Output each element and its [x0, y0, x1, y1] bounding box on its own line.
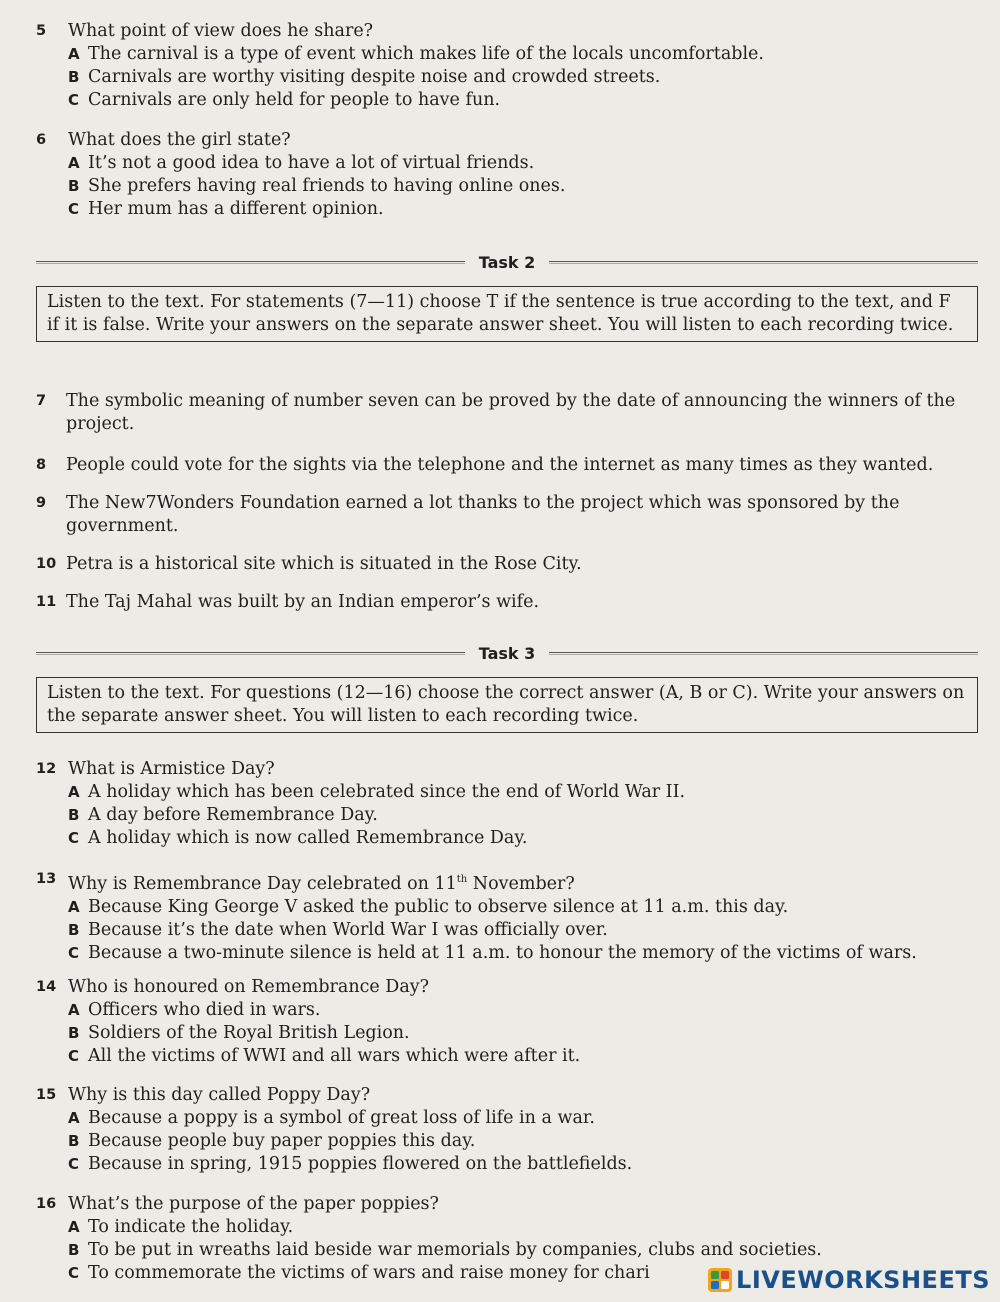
- question-number: 5: [36, 23, 47, 39]
- option-letter: A: [68, 897, 80, 916]
- option-text: A holiday which has been celebrated since the end of World War II.: [88, 782, 686, 802]
- option-a[interactable]: [68, 1107, 980, 1130]
- statement-text: Petra is a historical site which is situated in the Rose City.: [66, 554, 582, 574]
- option-letter: A: [68, 45, 80, 63]
- option-letter: B: [68, 1132, 80, 1150]
- option-text: To be put in wreaths laid beside war memorials by companies, clubs and societies.: [88, 1240, 822, 1260]
- question-number: 13: [36, 871, 57, 887]
- question-number: 12: [36, 761, 57, 777]
- option-text: To commemorate the victims of wars and raise money for chari: [88, 1263, 650, 1283]
- logo-text: LIVEWORKSHEETS: [736, 1266, 990, 1294]
- option-b[interactable]: [68, 919, 980, 942]
- option-letter: C: [68, 1155, 80, 1173]
- option-text: Her mum has a different opinion.: [88, 199, 384, 219]
- statement-10: [36, 553, 978, 576]
- statement-number: 8: [36, 457, 47, 473]
- statement-number: 9: [36, 495, 47, 511]
- option-b[interactable]: [68, 66, 980, 89]
- option-text: Officers who died in wars.: [88, 1000, 321, 1020]
- option-b[interactable]: [68, 175, 980, 198]
- stem-text: November?: [467, 873, 575, 894]
- option-text: A day before Remembrance Day.: [88, 805, 378, 825]
- question-14: [36, 976, 980, 1068]
- option-text: It’s not a good idea to have a lot of virtual friends.: [88, 153, 535, 173]
- option-text: Because in spring, 1915 poppies flowered on the battlefields.: [88, 1154, 633, 1174]
- question-stem: Why is this day called Poppy Day?: [68, 1085, 371, 1105]
- divider: [549, 652, 978, 655]
- option-text: Because a poppy is a symbol of great loss of life in a war.: [88, 1108, 595, 1128]
- statement-number: 11: [36, 594, 57, 610]
- question-6: [36, 129, 980, 221]
- option-letter: A: [68, 1218, 80, 1236]
- option-text: The carnival is a type of event which makes life of the locals uncomfortable.: [88, 44, 764, 64]
- question-stem: What’s the purpose of the paper poppies?: [68, 1194, 439, 1214]
- option-text: Because a two-minute silence is held at 11 a.m. to honour the memory of the victims of wars.: [88, 942, 917, 963]
- divider: [36, 652, 465, 655]
- option-a[interactable]: [68, 43, 980, 66]
- statement-number: 7: [36, 393, 47, 409]
- question-stem: Who is honoured on Remembrance Day?: [68, 977, 430, 997]
- option-text: A holiday which is now called Remembrance Day.: [88, 828, 528, 848]
- statement-9: [36, 492, 978, 538]
- question-number: 15: [36, 1087, 57, 1103]
- task-3-title: Task 3: [478, 643, 536, 663]
- option-b[interactable]: [68, 1022, 980, 1045]
- task-2-header: [36, 251, 978, 273]
- task-3-header: [36, 642, 978, 664]
- option-letter: A: [68, 1109, 80, 1127]
- question-number: 16: [36, 1196, 57, 1212]
- option-a[interactable]: [68, 152, 980, 175]
- option-letter: B: [68, 68, 80, 86]
- option-c[interactable]: [68, 827, 980, 850]
- question-stem: What does the girl state?: [68, 130, 291, 150]
- question-12: [36, 758, 980, 850]
- statement-text: The symbolic meaning of number seven can be proved by the date of announcing the winners of the project.: [66, 391, 956, 434]
- option-a[interactable]: [68, 1216, 980, 1239]
- option-a[interactable]: [68, 781, 980, 804]
- question-stem: What is Armistice Day?: [68, 759, 275, 779]
- option-c[interactable]: [68, 942, 980, 965]
- option-letter: B: [68, 806, 80, 824]
- statement-7: [36, 390, 978, 436]
- option-text: Soldiers of the Royal British Legion.: [88, 1023, 410, 1043]
- stem-superscript: th: [456, 874, 468, 885]
- option-a[interactable]: [68, 999, 980, 1022]
- stem-text: Why is Remembrance Day celebrated on 11: [68, 873, 457, 894]
- option-b[interactable]: [68, 1239, 980, 1262]
- liveworksheets-logo: [704, 1264, 994, 1296]
- question-number: 6: [36, 132, 47, 148]
- option-letter: C: [68, 91, 80, 109]
- divider: [549, 261, 978, 264]
- statement-11: [36, 591, 978, 614]
- question-stem: What point of view does he share?: [68, 21, 374, 41]
- task-3-instructions: Listen to the text. For questions (12—16) choose the correct answer (A, B or C). Write your answers on the separate answer sheet. You will listen to each recording twice.: [36, 677, 978, 733]
- question-number: 14: [36, 979, 57, 995]
- option-text: Carnivals are only held for people to have fun.: [88, 90, 501, 110]
- option-text: All the victims of WWI and all wars which were after it.: [88, 1046, 581, 1066]
- option-letter: B: [68, 177, 80, 195]
- option-c[interactable]: [68, 198, 980, 221]
- option-c[interactable]: [68, 89, 980, 112]
- liveworksheets-icon: [708, 1268, 732, 1292]
- option-text: Because it’s the date when World War I was officially over.: [88, 919, 608, 940]
- option-text: Because people buy paper poppies this day.: [88, 1131, 476, 1151]
- option-letter: C: [68, 1047, 80, 1065]
- statement-text: The New7Wonders Foundation earned a lot thanks to the project which was sponsored by the government.: [66, 493, 900, 536]
- question-5: [36, 20, 980, 112]
- option-letter: A: [68, 154, 80, 172]
- option-letter: C: [68, 1264, 80, 1282]
- task-2-instructions: Listen to the text. For statements (7—11) choose T if the sentence is true according to the text, and F if it is false. Write your answers on the separate answer sheet. You will listen to each recording twice.: [36, 286, 978, 342]
- statement-text: The Taj Mahal was built by an Indian emperor’s wife.: [66, 592, 540, 612]
- option-a[interactable]: [68, 896, 980, 919]
- option-c[interactable]: [68, 1045, 980, 1068]
- option-letter: C: [68, 200, 80, 218]
- question-13: [36, 868, 980, 965]
- option-text: She prefers having real friends to having online ones.: [88, 176, 566, 196]
- option-text: To indicate the holiday.: [88, 1217, 294, 1237]
- option-letter: A: [68, 783, 80, 801]
- option-c[interactable]: [68, 1153, 980, 1176]
- option-letter: C: [68, 943, 80, 962]
- task-2-title: Task 2: [478, 252, 536, 272]
- option-letter: B: [68, 1024, 80, 1042]
- option-text: Because King George V asked the public to observe silence at 11 a.m. this day.: [88, 896, 789, 917]
- option-letter: A: [68, 1001, 80, 1019]
- question-stem: [68, 868, 980, 896]
- option-text: Carnivals are worthy visiting despite noise and crowded streets.: [88, 67, 661, 87]
- statement-number: 10: [36, 556, 57, 572]
- option-letter: B: [68, 1241, 80, 1259]
- option-letter: B: [68, 920, 80, 939]
- statement-8: [36, 454, 978, 477]
- question-15: [36, 1084, 980, 1176]
- divider: [36, 261, 465, 264]
- option-letter: C: [68, 829, 80, 847]
- option-b[interactable]: [68, 1130, 980, 1153]
- statement-text: People could vote for the sights via the telephone and the internet as many times as they wanted.: [66, 455, 934, 475]
- option-b[interactable]: [68, 804, 980, 827]
